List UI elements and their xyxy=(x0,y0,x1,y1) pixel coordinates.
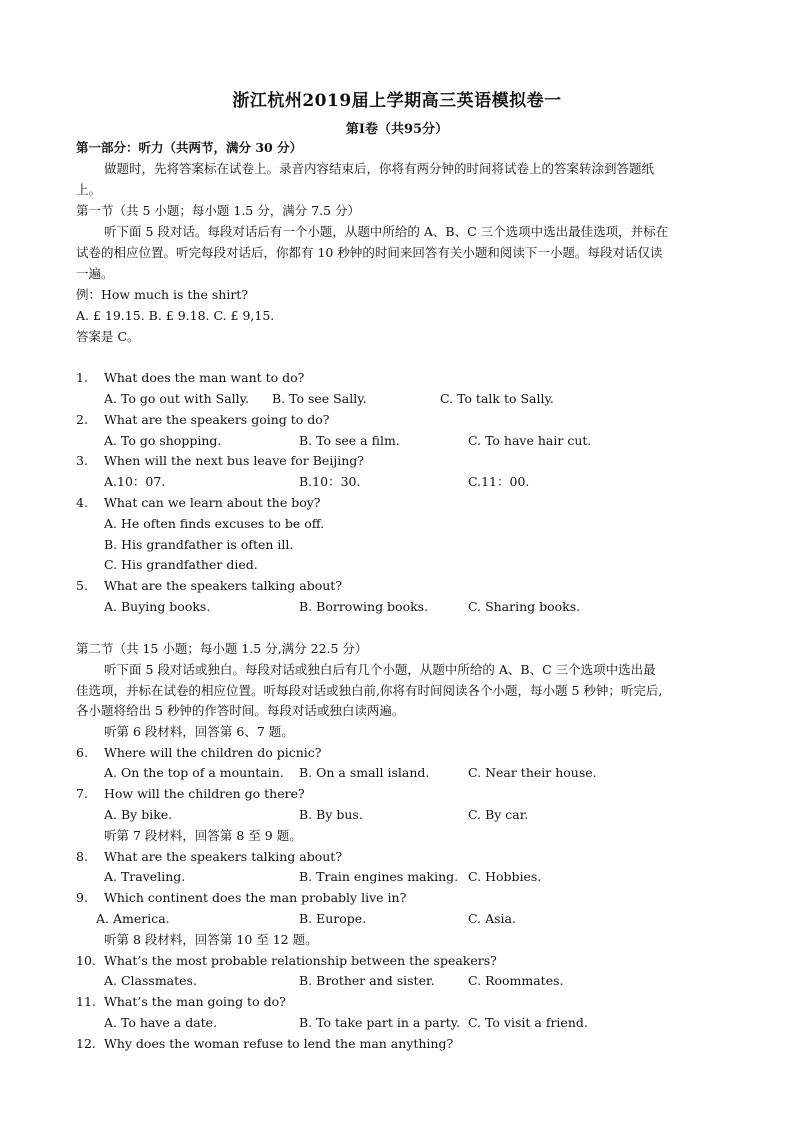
option-a: A. To go shopping. xyxy=(104,433,222,448)
option-a: A. Buying books. xyxy=(104,599,211,614)
question-text: Which continent does the man probably live in? xyxy=(104,890,407,905)
section2-instructions-line1: 听下面 5 段对话或独白。每段对话或独白后有几个小题，从题中所给的 A、B、C 三个选项中选出最 xyxy=(104,662,656,677)
question-number: 9. xyxy=(76,890,88,905)
option-a: A. On the top of a mountain. xyxy=(104,765,284,780)
question-text: Why does the woman refuse to lend the man anything? xyxy=(104,1036,454,1051)
option-c: C. Asia. xyxy=(468,911,516,926)
section2-instructions-line2: 佳选项，并标在试卷的相应位置。听每段对话或独白前,你将有时间阅读各个小题，每小题 5 秒钟；听完后, xyxy=(76,683,663,698)
option-c: C. To talk to Sally. xyxy=(440,391,554,406)
example-question: 例：How much is the shirt? xyxy=(76,287,249,302)
option-a: A. America. xyxy=(96,911,170,926)
option-b: B. Brother and sister. xyxy=(299,973,435,988)
option-a: A. To have a date. xyxy=(104,1015,218,1030)
question-number: 4. xyxy=(76,495,88,510)
listen-instruction-8: 听第 8 段材料，回答第 10 至 12 题。 xyxy=(104,932,318,947)
part1-intro-line1: 做题时，先将答案标在试卷上。录音内容结束后，你将有两分钟的时间将试卷上的答案转涂到答题纸 xyxy=(104,161,655,176)
option-b: B. Train engines making. xyxy=(299,869,459,884)
option-a: A. Classmates. xyxy=(104,973,197,988)
option-a: A. By bike. xyxy=(104,807,173,822)
option-a: A. To go out with Sally. xyxy=(104,391,250,406)
option-b: B. Borrowing books. xyxy=(299,599,429,614)
option-c: C. Near their house. xyxy=(468,765,597,780)
part1-intro-line2: 上。 xyxy=(76,182,102,197)
example-options: A. £ 19.15. B. £ 9.18. C. £ 9,15. xyxy=(76,308,275,323)
question-number: 2. xyxy=(76,412,88,427)
section1-heading: 第一节（共 5 小题；每小题 1.5 分，满分 7.5 分） xyxy=(76,203,361,218)
section1-instructions-line1: 听下面 5 段对话。每段对话后有一个小题，从题中所给的 A、B、C 三个选项中选出最佳选项，并标在 xyxy=(104,224,669,239)
option-c: C. By car. xyxy=(468,807,529,822)
question-number: 7. xyxy=(76,786,88,801)
option-b: B. Europe. xyxy=(299,911,367,926)
question-number: 11. xyxy=(76,994,96,1009)
question-number: 3. xyxy=(76,453,88,468)
section2-heading: 第二节（共 15 小题；每小题 1.5 分,满分 22.5 分） xyxy=(76,641,368,656)
example-answer: 答案是 C。 xyxy=(76,329,140,344)
option-b: B. To take part in a party. xyxy=(299,1015,461,1030)
option-a: A.10：07. xyxy=(104,474,166,489)
option-c: C. Roommates. xyxy=(468,973,564,988)
section2-instructions-line3: 各小题将给出 5 秒钟的作答时间。每段对话或独白读两遍。 xyxy=(76,703,405,718)
question-number: 10. xyxy=(76,953,96,968)
question-number: 8. xyxy=(76,849,88,864)
option-b: B. On a small island. xyxy=(299,765,430,780)
question-text: What’s the most probable relationship between the speakers? xyxy=(104,953,497,968)
question-text: What are the speakers talking about? xyxy=(104,849,343,864)
option-c: C. To visit a friend. xyxy=(468,1015,588,1030)
option-b: B. His grandfather is often ill. xyxy=(104,537,294,552)
question-text: What does the man want to do? xyxy=(104,370,305,385)
option-c: C.11：00. xyxy=(468,474,530,489)
part1-heading: 第一部分：听力（共两节，满分 30 分） xyxy=(76,140,303,155)
option-a: A. Traveling. xyxy=(104,869,186,884)
question-text: What can we learn about the boy? xyxy=(104,495,321,510)
question-text: Where will the children do picnic? xyxy=(104,745,322,760)
option-c: C. His grandfather died. xyxy=(104,557,258,572)
question-number: 6. xyxy=(76,745,88,760)
section-subtitle: 第Ⅰ卷（共95分） xyxy=(345,122,449,137)
section1-instructions-line2: 试卷的相应位置。听完每段对话后，你都有 10 秒钟的时间来回答有关小题和阅读下一小题。每段对话仅读 xyxy=(76,245,663,260)
page-title: 浙江杭州2019届上学期高三英语模拟卷一 xyxy=(232,91,562,111)
question-number: 1. xyxy=(76,370,88,385)
question-number: 12. xyxy=(76,1036,96,1051)
listen-instruction-7: 听第 7 段材料，回答第 8 至 9 题。 xyxy=(104,828,302,843)
option-c: C. Sharing books. xyxy=(468,599,581,614)
question-text: When will the next bus leave for Beijing? xyxy=(104,453,364,468)
option-b: B.10：30. xyxy=(299,474,361,489)
option-a: A. He often finds excuses to be off. xyxy=(104,516,325,531)
question-text: What are the speakers going to do? xyxy=(104,412,330,427)
option-b: B. To see Sally. xyxy=(272,391,367,406)
question-text: How will the children go there? xyxy=(104,786,305,801)
listen-instruction-6: 听第 6 段材料，回答第 6、7 题。 xyxy=(104,724,294,739)
option-c: C. Hobbies. xyxy=(468,869,542,884)
option-b: B. By bus. xyxy=(299,807,363,822)
option-b: B. To see a film. xyxy=(299,433,400,448)
question-text: What are the speakers talking about? xyxy=(104,578,343,593)
question-text: What’s the man going to do? xyxy=(104,994,286,1009)
option-c: C. To have hair cut. xyxy=(468,433,592,448)
question-number: 5. xyxy=(76,578,88,593)
section1-instructions-line3: 一遍。 xyxy=(76,266,114,281)
